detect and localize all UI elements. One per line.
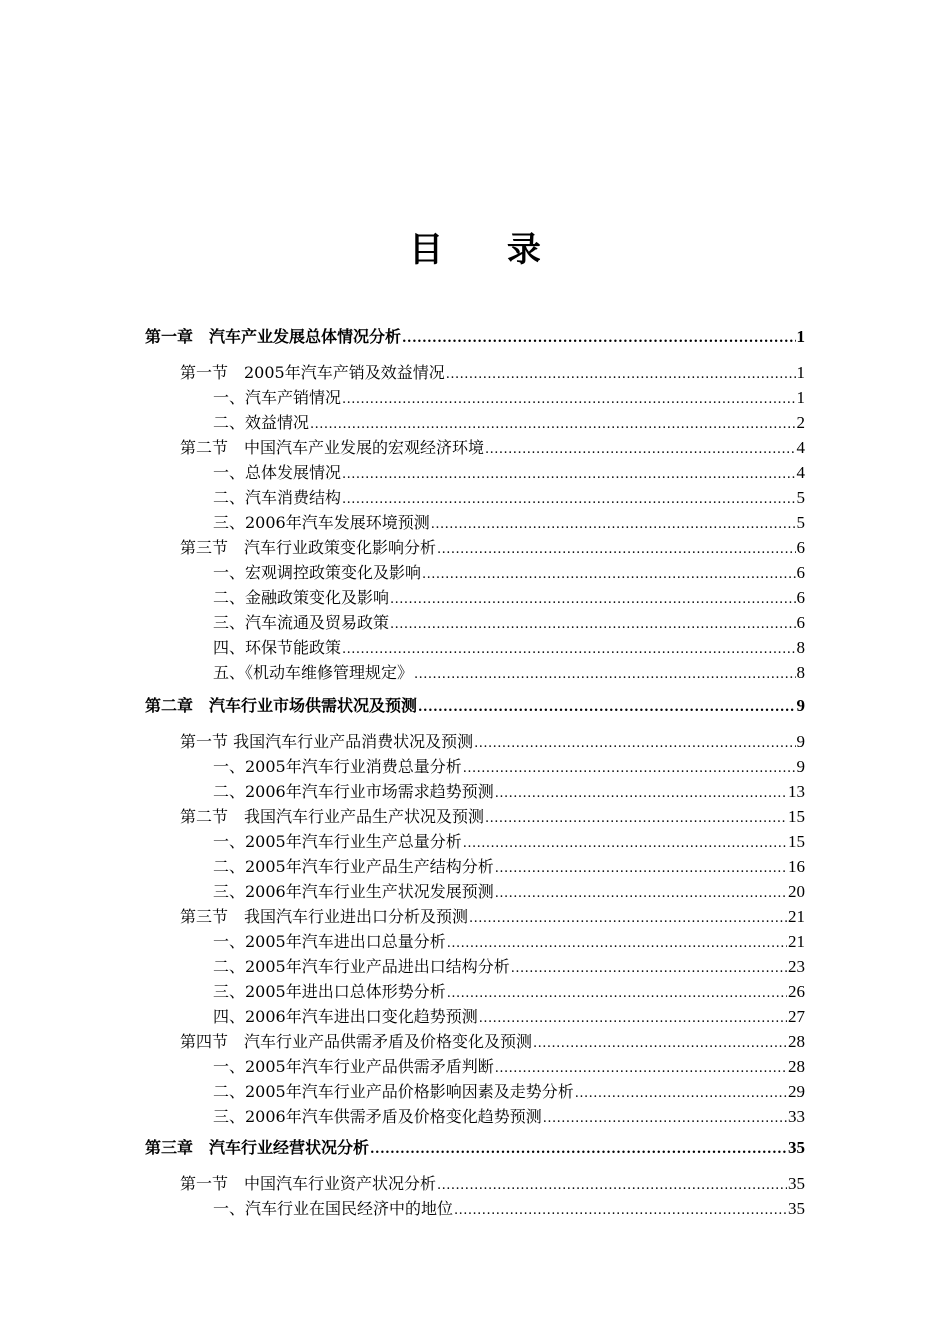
- toc-entry-label: 二、效益情况: [213, 413, 310, 432]
- dot-leader: [479, 1006, 787, 1030]
- toc-subsection-entry[interactable]: [213, 856, 805, 880]
- dot-leader: [495, 1056, 787, 1080]
- toc-section-entry[interactable]: [180, 906, 805, 930]
- dot-leader: [390, 612, 795, 636]
- dot-leader: [342, 462, 795, 486]
- dot-leader: [446, 362, 796, 386]
- toc-section-entry[interactable]: [180, 731, 805, 755]
- toc-entry-label: 第一节 中国汽车行业资产状况分析: [180, 1174, 437, 1193]
- toc-page-number: 4: [796, 438, 805, 457]
- dot-leader: [495, 781, 787, 805]
- toc-subsection-entry[interactable]: [213, 512, 805, 536]
- dot-leader: [418, 695, 795, 719]
- toc-subsection-entry[interactable]: [213, 781, 805, 805]
- dot-leader: [390, 587, 795, 611]
- toc-page-number: 6: [796, 563, 805, 582]
- toc-subsection-entry[interactable]: [213, 587, 805, 611]
- dot-leader: [437, 537, 795, 561]
- toc-entry-label: 一、汽车产销情况: [213, 388, 342, 407]
- toc-entry-label: 第一章 汽车产业发展总体情况分析: [145, 327, 402, 346]
- toc-entry-label: 第三章 汽车行业经营状况分析: [145, 1138, 370, 1157]
- toc-page-number: 8: [796, 663, 805, 682]
- toc-entry-label: 第一节 我国汽车行业产品消费状况及预测: [180, 732, 474, 751]
- toc-entry-label: 二、2005年汽车行业产品价格影响因素及走势分析: [213, 1082, 574, 1101]
- toc-page-number: 1: [796, 327, 805, 346]
- toc-page-number: 35: [788, 1138, 805, 1157]
- toc-entry-label: 第二节 中国汽车产业发展的宏观经济环境: [180, 438, 485, 457]
- toc-section-entry[interactable]: [180, 537, 805, 561]
- toc-subsection-entry[interactable]: [213, 412, 805, 436]
- dot-leader: [543, 1106, 787, 1130]
- toc-chapter-entry[interactable]: [145, 326, 805, 350]
- toc-page-number: 8: [796, 638, 805, 657]
- toc-subsection-entry[interactable]: [213, 756, 805, 780]
- toc-entry-label: 一、2005年汽车行业产品供需矛盾判断: [213, 1057, 494, 1076]
- dot-leader: [414, 662, 795, 686]
- dot-leader: [485, 806, 787, 830]
- toc-page-number: 15: [788, 832, 805, 851]
- dot-leader: [310, 412, 795, 436]
- dot-leader: [447, 931, 787, 955]
- toc-entry-label: 三、2006年汽车发展环境预测: [213, 513, 430, 532]
- toc-section-entry[interactable]: [180, 362, 805, 386]
- toc-subsection-entry[interactable]: [213, 462, 805, 486]
- toc-entry-label: 第一节 2005年汽车产销及效益情况: [180, 363, 445, 382]
- toc-entry-label: 一、2005年汽车行业生产总量分析: [213, 832, 462, 851]
- toc-entry-label: 二、汽车消费结构: [213, 488, 342, 507]
- toc-page-number: 28: [788, 1057, 805, 1076]
- toc-subsection-entry[interactable]: [213, 1056, 805, 1080]
- toc-page-number: 6: [796, 538, 805, 557]
- toc-page-number: 13: [788, 782, 805, 801]
- toc-page-number: 15: [788, 807, 805, 826]
- toc-section-entry[interactable]: [180, 437, 805, 461]
- dot-leader: [370, 1137, 787, 1161]
- toc-subsection-entry[interactable]: [213, 1081, 805, 1105]
- toc-page-number: 33: [788, 1107, 805, 1126]
- toc-subsection-entry[interactable]: [213, 881, 805, 905]
- toc-subsection-entry[interactable]: [213, 1006, 805, 1030]
- toc-subsection-entry[interactable]: [213, 831, 805, 855]
- toc-subsection-entry[interactable]: [213, 956, 805, 980]
- toc-entry-label: 五、《机动车维修管理规定》: [213, 663, 414, 682]
- toc-page-number: 20: [788, 882, 805, 901]
- toc-title: 目 录: [409, 230, 567, 270]
- toc-subsection-entry[interactable]: [213, 1106, 805, 1130]
- toc-subsection-entry[interactable]: [213, 562, 805, 586]
- toc-entry-label: 三、2006年汽车行业生产状况发展预测: [213, 882, 494, 901]
- dot-leader: [463, 756, 796, 780]
- toc-page-number: 5: [796, 488, 805, 507]
- toc-subsection-entry[interactable]: [213, 637, 805, 661]
- toc-entry-label: 二、2005年汽车行业产品生产结构分析: [213, 857, 494, 876]
- toc-page-number: 35: [788, 1174, 805, 1193]
- toc-entry-label: 第二章 汽车行业市场供需状况及预测: [145, 696, 418, 715]
- toc-entry-label: 一、2005年汽车行业消费总量分析: [213, 757, 462, 776]
- toc-page-number: 9: [796, 696, 805, 715]
- toc-section-entry[interactable]: [180, 1031, 805, 1055]
- toc-page-number: 21: [788, 932, 805, 951]
- dot-leader: [454, 1198, 787, 1222]
- toc-subsection-entry[interactable]: [213, 487, 805, 511]
- toc-entry-label: 四、2006年汽车进出口变化趋势预测: [213, 1007, 478, 1026]
- dot-leader: [469, 906, 787, 930]
- toc-page-number: 9: [796, 732, 805, 751]
- toc-subsection-entry[interactable]: [213, 981, 805, 1005]
- toc-subsection-entry[interactable]: [213, 387, 805, 411]
- toc-entry-label: 第三节 汽车行业政策变化影响分析: [180, 538, 437, 557]
- toc-chapter-entry[interactable]: [145, 695, 805, 719]
- dot-leader: [575, 1081, 787, 1105]
- toc-entry-label: 一、总体发展情况: [213, 463, 342, 482]
- toc-entry-label: 四、环保节能政策: [213, 638, 342, 657]
- toc-chapter-entry[interactable]: [145, 1137, 805, 1161]
- dot-leader: [533, 1031, 787, 1055]
- dot-leader: [342, 487, 795, 511]
- toc-subsection-entry[interactable]: [213, 662, 805, 686]
- toc-subsection-entry[interactable]: [213, 1198, 805, 1222]
- dot-leader: [495, 881, 787, 905]
- toc-entry-label: 二、金融政策变化及影响: [213, 588, 390, 607]
- toc-entry-label: 第二节 我国汽车行业产品生产状况及预测: [180, 807, 485, 826]
- dot-leader: [447, 981, 787, 1005]
- toc-entry-label: 三、2005年进出口总体形势分析: [213, 982, 446, 1001]
- toc-page-number: 29: [788, 1082, 805, 1101]
- dot-leader: [342, 387, 795, 411]
- dot-leader: [437, 1173, 787, 1197]
- dot-leader: [495, 856, 787, 880]
- toc-page-number: 2: [796, 413, 805, 432]
- dot-leader: [474, 731, 795, 755]
- dot-leader: [342, 637, 795, 661]
- toc-page-number: 9: [796, 757, 805, 776]
- toc-page-number: 1: [796, 363, 805, 382]
- toc-entry-label: 一、汽车行业在国民经济中的地位: [213, 1199, 454, 1218]
- toc-entry-label: 二、2006年汽车行业市场需求趋势预测: [213, 782, 494, 801]
- toc-subsection-entry[interactable]: [213, 931, 805, 955]
- toc-entry-label: 三、汽车流通及贸易政策: [213, 613, 390, 632]
- toc-page-number: 26: [788, 982, 805, 1001]
- toc-section-entry[interactable]: [180, 806, 805, 830]
- toc-page-number: 21: [788, 907, 805, 926]
- toc-subsection-entry[interactable]: [213, 612, 805, 636]
- toc-page-number: 5: [796, 513, 805, 532]
- toc-page-number: 27: [788, 1007, 805, 1026]
- dot-leader: [463, 831, 787, 855]
- toc-page-number: 23: [788, 957, 805, 976]
- dot-leader: [511, 956, 787, 980]
- toc-entry-label: 第三节 我国汽车行业进出口分析及预测: [180, 907, 469, 926]
- toc-entry-label: 二、2005年汽车行业产品进出口结构分析: [213, 957, 510, 976]
- toc-page-number: 35: [788, 1199, 805, 1218]
- toc-section-entry[interactable]: [180, 1173, 805, 1197]
- dot-leader: [431, 512, 796, 536]
- toc-entry-label: 一、2005年汽车进出口总量分析: [213, 932, 446, 951]
- toc-entry-label: 三、2006年汽车供需矛盾及价格变化趋势预测: [213, 1107, 542, 1126]
- toc-page-number: 6: [796, 588, 805, 607]
- toc-page-number: 16: [788, 857, 805, 876]
- dot-leader: [422, 562, 795, 586]
- dot-leader: [485, 437, 795, 461]
- toc-page-number: 6: [796, 613, 805, 632]
- toc-page-number: 28: [788, 1032, 805, 1051]
- toc-page-number: 1: [796, 388, 805, 407]
- toc-entry-label: 一、宏观调控政策变化及影响: [213, 563, 422, 582]
- toc-entry-label: 第四节 汽车行业产品供需矛盾及价格变化及预测: [180, 1032, 533, 1051]
- dot-leader: [402, 326, 795, 350]
- toc-page-number: 4: [796, 463, 805, 482]
